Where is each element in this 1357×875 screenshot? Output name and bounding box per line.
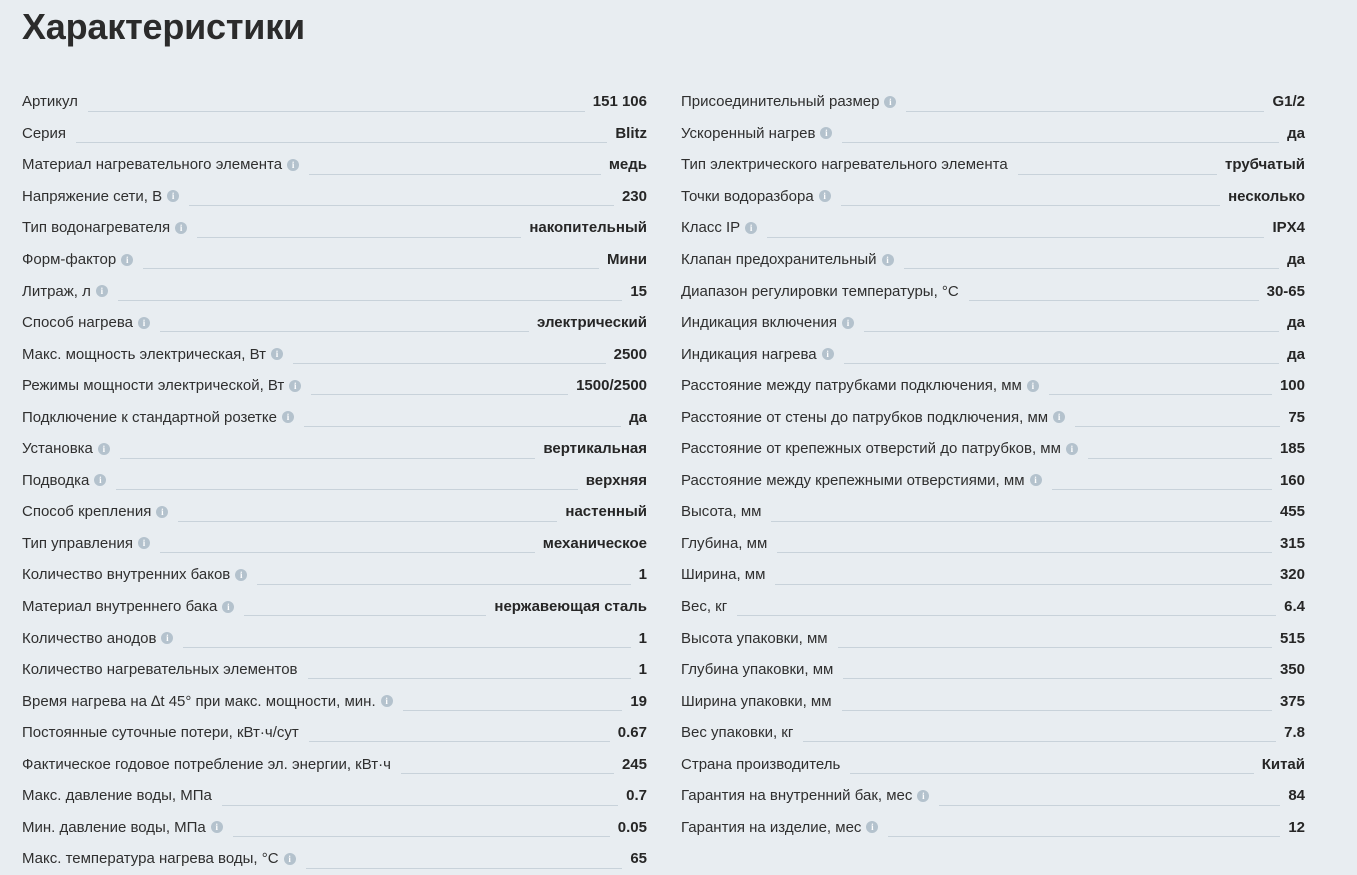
leader-line	[183, 647, 630, 648]
info-icon[interactable]: i	[121, 254, 133, 266]
leader-line	[842, 142, 1279, 143]
spec-row	[22, 338, 647, 370]
spec-label-text: Индикация включения	[681, 314, 838, 332]
spec-label	[22, 188, 179, 205]
leader-line	[906, 111, 1264, 112]
leader-line	[222, 805, 618, 806]
spec-label-text: Материал внутреннего бака	[22, 598, 218, 616]
spec-value: 100	[1279, 377, 1305, 395]
spec-value: 1	[638, 661, 647, 679]
spec-row	[22, 244, 647, 276]
info-icon[interactable]: i	[820, 127, 832, 139]
spec-label-text: Вес упаковки, кг	[681, 724, 794, 742]
info-icon[interactable]: i	[745, 222, 757, 234]
spec-label	[22, 819, 223, 836]
leader-line	[737, 615, 1276, 616]
spec-label-text: Подключение к стандартной розетке	[22, 408, 277, 426]
spec-label-text: Расстояние между патрубками подключения, мм	[681, 377, 1022, 395]
spec-row	[22, 401, 647, 433]
leader-line	[143, 268, 599, 269]
spec-label-text: Клапан предохранительный	[681, 251, 877, 268]
leader-line	[160, 331, 529, 332]
spec-value: 350	[1279, 661, 1305, 679]
spec-label-text: Диапазон регулировки температуры, °С	[681, 282, 959, 300]
spec-label-text: Высота, мм	[681, 503, 762, 521]
spec-label-text: Напряжение сети, В	[22, 187, 163, 205]
spec-label	[681, 503, 761, 520]
leader-line	[304, 426, 621, 427]
spec-value: 1	[638, 566, 647, 584]
leader-line	[842, 710, 1272, 711]
spec-row	[681, 528, 1305, 560]
leader-line	[850, 773, 1253, 774]
spec-value: трубчатый	[1225, 156, 1305, 174]
spec-row	[681, 717, 1305, 749]
spec-label	[681, 472, 1042, 489]
leader-line	[838, 647, 1272, 648]
spec-label	[681, 440, 1078, 457]
leader-line	[178, 521, 557, 522]
spec-value: 7.8	[1284, 724, 1305, 742]
spec-label-text: Количество анодов	[22, 629, 157, 647]
spec-label	[22, 409, 294, 426]
spec-label	[22, 472, 106, 489]
spec-label	[681, 377, 1039, 394]
spec-label	[22, 787, 212, 804]
spec-label-text: Тип водонагревателя	[22, 219, 171, 237]
spec-label	[22, 156, 299, 173]
spec-row	[681, 212, 1305, 244]
spec-label	[22, 724, 299, 741]
spec-label-text: Серия	[22, 124, 67, 142]
leader-line	[401, 773, 614, 774]
spec-value: 455	[1279, 503, 1305, 521]
spec-label	[681, 346, 834, 363]
spec-row	[681, 591, 1305, 623]
leader-line	[1052, 489, 1272, 490]
spec-label	[681, 188, 831, 205]
spec-label	[22, 346, 283, 363]
info-icon[interactable]: i	[284, 853, 296, 865]
spec-row	[681, 244, 1305, 276]
spec-label-text: Мин. давление воды, МПа	[22, 818, 206, 836]
spec-value: 15	[630, 282, 647, 300]
leader-line	[1049, 394, 1272, 395]
info-icon[interactable]: i	[381, 695, 393, 707]
leader-line	[864, 331, 1279, 332]
spec-label	[681, 93, 896, 110]
spec-row	[22, 654, 647, 686]
spec-row	[681, 401, 1305, 433]
spec-row	[681, 433, 1305, 465]
spec-label	[681, 251, 894, 268]
spec-label-text: Глубина упаковки, мм	[681, 661, 834, 679]
spec-value: 65	[630, 850, 647, 868]
spec-row	[22, 465, 647, 497]
info-icon[interactable]: i	[917, 790, 929, 802]
spec-label-text: Присоединительный размер	[681, 93, 880, 111]
spec-label-text: Материал нагревательного элемента	[22, 156, 283, 174]
spec-value: 1	[638, 629, 647, 647]
spec-row	[22, 86, 647, 118]
info-icon[interactable]: i	[271, 348, 283, 360]
info-icon[interactable]: i	[884, 96, 896, 108]
leader-line	[120, 458, 535, 459]
spec-label-text: Высота упаковки, мм	[681, 629, 828, 647]
spec-row	[22, 843, 647, 875]
leader-line	[293, 363, 606, 364]
spec-label	[681, 598, 727, 615]
spec-label-text: Фактическое годовое потребление эл. энергии, кВт·ч	[22, 755, 391, 773]
spec-label-text: Расстояние между крепежными отверстиями, мм	[681, 471, 1025, 489]
leader-line	[1075, 426, 1280, 427]
spec-value: 0.67	[617, 724, 647, 742]
spec-row	[681, 181, 1305, 213]
spec-label	[681, 724, 793, 741]
spec-label-text: Вес, кг	[681, 598, 728, 616]
spec-row	[22, 622, 647, 654]
leader-line	[844, 363, 1280, 364]
spec-value: 19	[630, 692, 647, 710]
leader-line	[116, 489, 577, 490]
spec-row	[22, 685, 647, 717]
spec-label-text: Ускоренный нагрев	[681, 124, 816, 142]
info-icon[interactable]: i	[94, 474, 106, 486]
spec-value: 230	[621, 187, 647, 205]
info-icon[interactable]: i	[1030, 474, 1042, 486]
spec-row	[681, 275, 1305, 307]
spec-row	[22, 717, 647, 749]
spec-value: механическое	[542, 534, 647, 552]
leader-line	[88, 111, 585, 112]
spec-label-text: Расстояние от стены до патрубков подключения, мм	[681, 408, 1049, 426]
spec-label-text: Макс. давление воды, МПа	[22, 787, 212, 805]
spec-label	[22, 756, 391, 773]
spec-value: 30-65	[1266, 282, 1305, 300]
spec-value: верхняя	[585, 471, 647, 489]
leader-line	[403, 710, 623, 711]
spec-label	[22, 598, 234, 615]
spec-label	[681, 219, 757, 236]
spec-row	[681, 812, 1305, 844]
leader-line	[888, 836, 1280, 837]
spec-label	[681, 693, 832, 710]
leader-line	[969, 300, 1259, 301]
spec-label	[22, 377, 301, 394]
spec-value: да	[1287, 345, 1305, 363]
spec-label	[22, 219, 187, 236]
spec-label	[22, 566, 247, 583]
leader-line	[841, 205, 1220, 206]
spec-label-text: Индикация нагрева	[681, 345, 817, 363]
spec-label-text: Гарантия на изделие, мес	[681, 818, 862, 836]
info-icon[interactable]: i	[819, 190, 831, 202]
spec-label	[681, 314, 854, 331]
spec-label	[681, 535, 767, 552]
spec-value: IPX4	[1272, 219, 1305, 237]
spec-label	[22, 440, 110, 457]
spec-label	[22, 503, 168, 520]
spec-label-text: Страна производитель	[681, 755, 841, 773]
spec-row	[681, 86, 1305, 118]
spec-row	[681, 496, 1305, 528]
spec-label-text: Установка	[22, 440, 93, 458]
spec-row	[681, 748, 1305, 780]
spec-label-text: Гарантия на внутренний бак, мес	[681, 787, 913, 805]
page-title: Характеристики	[22, 6, 305, 47]
info-icon[interactable]: i	[866, 821, 878, 833]
spec-label	[681, 283, 959, 300]
spec-value: несколько	[1228, 187, 1305, 205]
spec-value: да	[1287, 251, 1305, 268]
spec-label-text: Точки водоразбора	[681, 187, 814, 205]
spec-label	[681, 630, 828, 647]
spec-row	[681, 685, 1305, 717]
spec-value: нержавеющая сталь	[494, 598, 647, 616]
leader-line	[244, 615, 486, 616]
spec-value: 0.7	[626, 787, 647, 805]
leader-line	[257, 584, 630, 585]
spec-row	[22, 433, 647, 465]
leader-line	[771, 521, 1271, 522]
spec-label-text: Тип управления	[22, 534, 133, 552]
spec-label	[22, 125, 66, 142]
info-icon[interactable]: i	[222, 601, 234, 613]
spec-value: Мини	[607, 251, 647, 268]
leader-line	[233, 836, 610, 837]
spec-label-text: Режимы мощности электрической, Вт	[22, 377, 285, 395]
spec-label	[681, 787, 929, 804]
spec-row	[681, 559, 1305, 591]
spec-value: 0.05	[617, 818, 647, 836]
leader-line	[197, 237, 521, 238]
spec-value: вертикальная	[543, 440, 647, 458]
leader-line	[76, 142, 607, 143]
spec-label-text: Количество нагревательных элементов	[22, 661, 298, 679]
spec-label	[22, 630, 173, 647]
spec-row	[22, 528, 647, 560]
info-icon[interactable]: i	[235, 569, 247, 581]
specs-column-left	[22, 86, 647, 875]
spec-row	[681, 338, 1305, 370]
spec-label	[22, 693, 393, 710]
spec-label	[22, 93, 78, 110]
info-icon[interactable]: i	[138, 317, 150, 329]
spec-value: 6.4	[1284, 598, 1305, 616]
spec-row	[22, 780, 647, 812]
spec-label	[22, 283, 108, 300]
spec-row	[22, 559, 647, 591]
spec-label-text: Способ крепления	[22, 503, 152, 521]
spec-label-text: Литраж, л	[22, 282, 91, 300]
spec-label	[681, 156, 1008, 173]
leader-line	[803, 741, 1276, 742]
spec-row	[22, 118, 647, 150]
spec-value: 160	[1279, 471, 1305, 489]
spec-row	[22, 307, 647, 339]
spec-row	[681, 465, 1305, 497]
spec-label-text: Время нагрева на ∆t 45° при макс. мощности, мин.	[22, 692, 376, 710]
spec-label	[681, 125, 832, 142]
info-icon[interactable]: i	[211, 821, 223, 833]
spec-label-text: Тип электрического нагревательного элемента	[681, 156, 1008, 174]
spec-label	[22, 535, 150, 552]
leader-line	[1088, 458, 1272, 459]
spec-label-text: Класс IP	[681, 219, 741, 237]
spec-row	[22, 275, 647, 307]
spec-label	[22, 251, 133, 268]
spec-value: да	[1287, 314, 1305, 332]
spec-label-text: Способ нагрева	[22, 314, 133, 332]
spec-label-text: Ширина упаковки, мм	[681, 692, 832, 710]
info-icon[interactable]: i	[1027, 380, 1039, 392]
spec-label-text: Глубина, мм	[681, 534, 768, 552]
spec-value: Blitz	[615, 124, 647, 142]
spec-value: 515	[1279, 629, 1305, 647]
spec-label	[681, 819, 878, 836]
spec-label	[681, 756, 840, 773]
spec-value: электрический	[537, 314, 647, 332]
spec-value: да	[629, 408, 647, 426]
specs-column-right	[681, 86, 1305, 843]
spec-label-text: Количество внутренних баков	[22, 566, 231, 584]
spec-row	[681, 118, 1305, 150]
spec-row	[681, 622, 1305, 654]
info-icon[interactable]: i	[1053, 411, 1065, 423]
spec-value: 75	[1288, 408, 1305, 426]
leader-line	[1018, 174, 1217, 175]
leader-line	[904, 268, 1280, 269]
spec-value: 320	[1279, 566, 1305, 584]
spec-row	[22, 149, 647, 181]
spec-label	[22, 850, 296, 867]
spec-value: 185	[1279, 440, 1305, 458]
leader-line	[767, 237, 1264, 238]
spec-row	[22, 496, 647, 528]
info-icon[interactable]: i	[1066, 443, 1078, 455]
spec-row	[22, 370, 647, 402]
spec-label-text: Форм-фактор	[22, 251, 117, 268]
leader-line	[309, 174, 601, 175]
spec-value: 315	[1279, 534, 1305, 552]
leader-line	[189, 205, 614, 206]
info-icon[interactable]: i	[138, 537, 150, 549]
spec-row	[22, 181, 647, 213]
spec-label	[22, 314, 150, 331]
info-icon[interactable]: i	[156, 506, 168, 518]
spec-value: 84	[1288, 787, 1305, 805]
spec-label-text: Артикул	[22, 93, 78, 111]
info-icon[interactable]: i	[161, 632, 173, 644]
spec-label-text: Расстояние от крепежных отверстий до патрубков, мм	[681, 440, 1061, 458]
leader-line	[311, 394, 568, 395]
spec-value: G1/2	[1272, 93, 1305, 111]
info-icon[interactable]: i	[98, 443, 110, 455]
leader-line	[775, 584, 1272, 585]
info-icon[interactable]: i	[175, 222, 187, 234]
spec-label-text: Постоянные суточные потери, кВт·ч/сут	[22, 724, 299, 742]
info-icon[interactable]: i	[289, 380, 301, 392]
spec-row	[681, 780, 1305, 812]
spec-row	[22, 748, 647, 780]
leader-line	[118, 300, 622, 301]
spec-row	[22, 812, 647, 844]
spec-label-text: Ширина, мм	[681, 566, 766, 584]
spec-value: настенный	[565, 503, 647, 521]
spec-row	[681, 307, 1305, 339]
spec-label-text: Подводка	[22, 471, 90, 489]
spec-label-text: Макс. температура нагрева воды, °С	[22, 850, 279, 868]
spec-label-text: Макс. мощность электрическая, Вт	[22, 345, 267, 363]
info-icon[interactable]: i	[282, 411, 294, 423]
info-icon[interactable]: i	[882, 254, 894, 266]
spec-value: 1500/2500	[576, 377, 647, 395]
info-icon[interactable]: i	[287, 159, 299, 171]
spec-row	[681, 149, 1305, 181]
spec-value: 375	[1279, 692, 1305, 710]
leader-line	[843, 678, 1272, 679]
spec-value: 245	[621, 755, 647, 773]
spec-label	[681, 661, 833, 678]
leader-line	[308, 678, 631, 679]
spec-label	[681, 566, 765, 583]
info-icon[interactable]: i	[167, 190, 179, 202]
spec-value: да	[1287, 124, 1305, 142]
info-icon[interactable]: i	[842, 317, 854, 329]
spec-label	[681, 409, 1065, 426]
leader-line	[939, 805, 1280, 806]
info-icon[interactable]: i	[822, 348, 834, 360]
leader-line	[777, 552, 1272, 553]
spec-value: накопительный	[529, 219, 647, 237]
spec-row	[22, 212, 647, 244]
spec-value: Китай	[1261, 755, 1305, 773]
spec-value: медь	[608, 156, 647, 174]
spec-label	[22, 661, 298, 678]
spec-value: 151 106	[592, 93, 647, 111]
spec-row	[22, 591, 647, 623]
spec-value: 12	[1288, 818, 1305, 836]
spec-row	[681, 654, 1305, 686]
leader-line	[160, 552, 535, 553]
spec-value: 2500	[613, 345, 647, 363]
leader-line	[309, 741, 610, 742]
info-icon[interactable]: i	[96, 285, 108, 297]
spec-row	[681, 370, 1305, 402]
